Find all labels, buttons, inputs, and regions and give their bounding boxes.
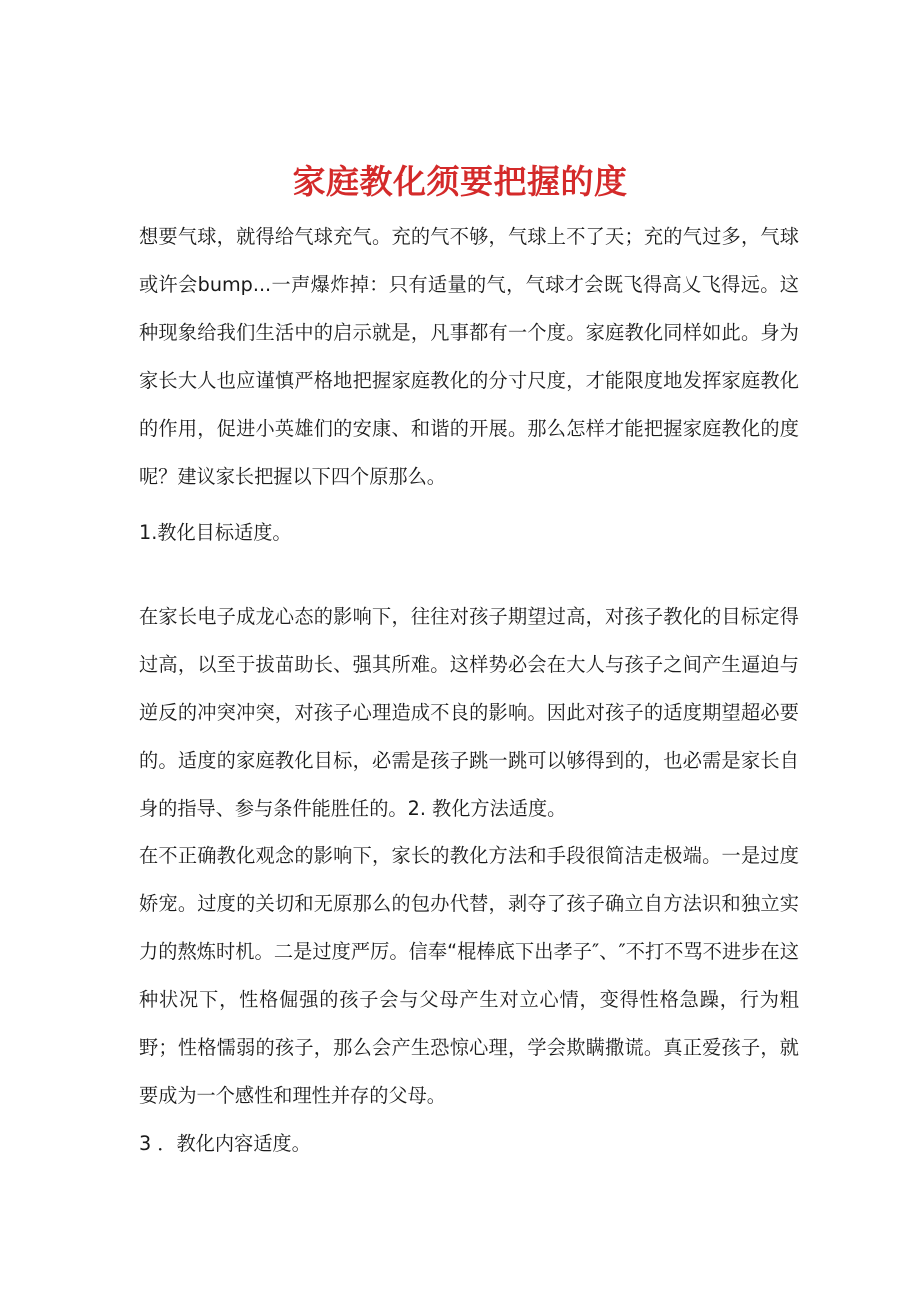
section-heading-content: 3 ．教化内容适度。: [139, 1132, 311, 1155]
goal-paragraph: 在家长电子成龙心态的影响下，往往对孩子期望过高，对孩子教化的目标定得过高，以至于拔苗助长、强其所难。这样势必会在大人与孩子之间产生逼迫与逆反的冲突冲突，对孩子心理造成不良的影响。因此对孩子的适度期望超必要的。适度的家庭教化目标，必需是孩子跳一跳可以够得到的，也必需是家长自身的指导、参与条件能胜任的。2. 教化方法适度。: [139, 605, 799, 820]
document-title: 家庭教化须要把握的度: [292, 162, 628, 202]
method-paragraph: 在不正确教化观念的影响下，家长的教化方法和手段很简洁走极端。一是过度娇宠。过度的关切和无原那么的包办代替，剥夺了孩子确立自方法识和独立实力的熬炼时机。二是过度严厉。信奉“棍棒底下出孝子″、″不打不骂不进步在这种状况下，性格倔强的孩子会与父母产生对立心情，变得性格急躁，行为粗野；性格懦弱的孩子，那么会产生恐惊心理，学会欺瞒撒谎。真正爱孩子，就要成为一个感性和理性并存的父母。: [139, 844, 799, 1107]
section-heading-goal: 1.教化目标适度。: [139, 521, 292, 544]
intro-paragraph: 想要气球，就得给气球充气。充的气不够，气球上不了天；充的气过多，气球或许会bump...一声爆炸掉：只有适量的气，气球才会既飞得高乂飞得远。这种现象给我们生活中的启示就是，凡事都有一个度。家庭教化同样如此。身为家长大人也应谨慎严格地把握家庭教化的分寸尺度，才能限度地发挥家庭教化的作用，促进小英雄们的安康、和谐的开展。那么怎样才能把握家庭教化的度呢？建议家长把握以下四个原那么。: [139, 225, 799, 488]
